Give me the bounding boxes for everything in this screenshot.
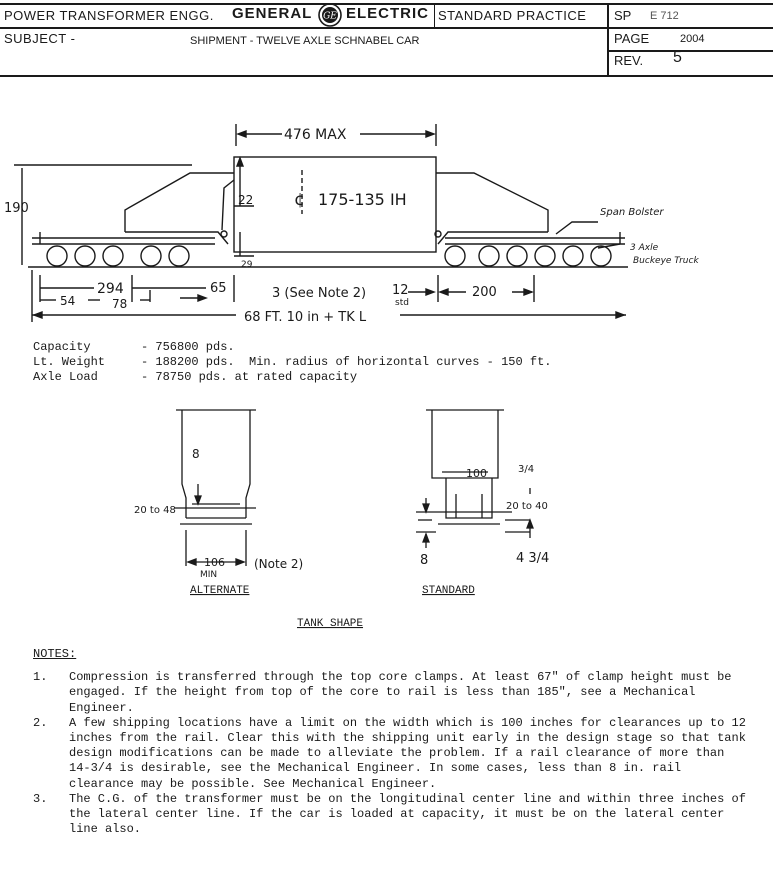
std-dim-100: 100 [466, 467, 487, 480]
sp-label: SP [614, 8, 632, 23]
document-header [0, 0, 773, 78]
centerline-symbol: ¢ [294, 190, 305, 210]
note-text: The C.G. of the transformer must be on the longitudinal center line and within three inches of the lateral center line. If the car is loaded at capacity, it must be on the lateral center line also. [69, 791, 746, 837]
tank-shape-title: TANK SHAPE [297, 618, 364, 630]
tank-shape-drawing [0, 402, 773, 632]
page-value: 2004 [680, 33, 705, 45]
dim-29: 29 [241, 260, 253, 270]
header-bottom-rule [0, 75, 773, 77]
note-text: A few shipping locations have a limit on the width which is 100 inches for clearances up to 12 inches from the rail. Clear this with the shipping unit early in the design stage so that tank design modifications can be made to alleviate the problem. If a rail clearance of more than 14-3/4 is desirable, see the Mechanical Engineer. In some cases, less than 8 in. rail clearance may be possible. See Mechanical Engineer. [69, 715, 746, 791]
spec-value: - 78750 pds. at rated capacity [141, 370, 358, 384]
dim-12: 12 [392, 283, 409, 298]
spec-row-axle-load [33, 370, 551, 385]
centerline-label: 175-135 IH [318, 190, 407, 209]
page-label: PAGE [614, 31, 650, 46]
subject-value: SHIPMENT - TWELVE AXLE SCHNABEL CAR [190, 35, 420, 47]
spec-label: Axle Load [33, 370, 98, 384]
span-bolster-label: Span Bolster [600, 207, 664, 218]
spec-label: Capacity [33, 340, 91, 354]
dim-200: 200 [472, 285, 497, 300]
alt-note: (Note 2) [254, 557, 304, 571]
dim-65: 65 [210, 281, 227, 296]
std-dim-3-4: 3/4 [518, 464, 535, 475]
rev-label: REV. [614, 53, 644, 68]
header-rev-rule [607, 50, 773, 52]
note-item [33, 792, 753, 838]
company-name: POWER TRANSFORMER ENGG. [4, 8, 214, 23]
header-std-divider [434, 3, 435, 27]
doc-type: STANDARD PRACTICE [438, 8, 587, 23]
truck-label-1: 3 Axle [630, 243, 659, 253]
std-dim-8: 8 [420, 553, 429, 568]
dim-54: 54 [60, 294, 76, 308]
caption-alternate: ALTERNATE [190, 585, 250, 597]
alt-dim-min: MIN [200, 570, 218, 580]
subject-label: SUBJECT - [4, 31, 76, 46]
dim-78: 78 [112, 297, 128, 311]
schnabel-car-drawing [0, 110, 773, 335]
spec-extra: Min. radius of horizontal curves - 150 ft. [249, 355, 552, 369]
alt-dim-20-48: 20 to 48 [134, 505, 176, 516]
notes-section [33, 647, 753, 837]
notes-title: NOTES: [33, 647, 77, 661]
spec-label: Lt. Weight [33, 355, 106, 369]
std-dim-20-40: 20 to 40 [506, 501, 548, 512]
note-text: Compression is transferred through the top core clamps. At least 67" of clamp height must be engaged. If the height from top of the core to rail is less than 185", see a Mechanical Engineer. [69, 670, 732, 715]
dim-max-width: 476 MAX [284, 127, 347, 143]
spec-value: - 188200 pds. [141, 355, 235, 369]
alt-dim-8: 8 [192, 447, 200, 461]
caption-standard: STANDARD [422, 585, 475, 597]
header-mid-rule [0, 27, 773, 29]
car-specifications [33, 340, 551, 385]
alt-dim-106: 106 [204, 556, 225, 569]
dim-overall: 68 FT. 10 in + TK L [244, 310, 367, 325]
note-number: 1. [33, 670, 48, 685]
std-dim-4-3-4: 4 3/4 [516, 551, 550, 566]
brand-electric: ELECTRIC [346, 5, 429, 22]
brand-general: GENERAL [232, 5, 313, 22]
dim-294: 294 [97, 281, 124, 297]
truck-label-2: Buckeye Truck [633, 256, 699, 266]
header-vertical-rule [607, 3, 609, 76]
spec-value: - 756800 pds. [141, 340, 235, 354]
note-item [33, 670, 753, 716]
spec-row-lt-weight [33, 355, 551, 370]
note-number: 3. [33, 791, 48, 806]
spec-row-capacity [33, 340, 551, 355]
note-item [33, 716, 753, 792]
note-number: 2. [33, 715, 48, 730]
dim-12-std: std [395, 298, 409, 308]
ge-logo-icon [318, 3, 342, 27]
dim-3-note: 3 (See Note 2) [272, 286, 367, 301]
ge-logo-text: GE [323, 11, 337, 22]
rev-value: 5 [673, 49, 682, 66]
dim-190: 190 [4, 201, 29, 216]
sp-value: E 712 [650, 10, 679, 22]
dim-22: 22 [238, 193, 254, 207]
